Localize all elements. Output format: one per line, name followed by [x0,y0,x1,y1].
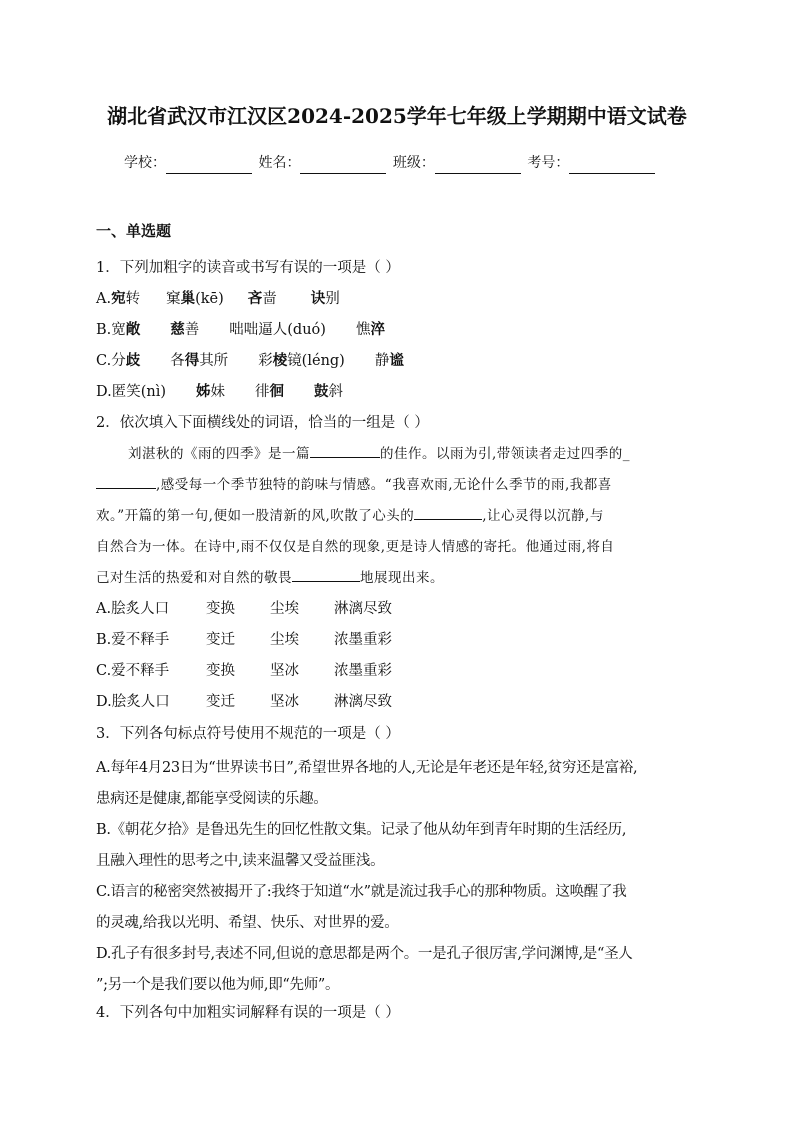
passage-text: 地展现出来。 [360,570,444,586]
option-word: 坚冰 [270,694,299,710]
char: 憔 [355,322,371,338]
page-title: 湖北省武汉市江汉区2024-2025学年七年级上学期期中语文试卷 [107,104,687,128]
char: 其所 [199,353,229,369]
option-word: 坚冰 [270,663,299,679]
exam-number-label: 考号： [527,155,570,171]
question-1-option-b [96,319,385,341]
class-label: 班级： [392,155,435,171]
exam-number-blank [569,155,655,174]
bold-char: 吝 [247,290,263,307]
char: 彩 [258,353,273,369]
question-3-option-a-line1: A.每年4月23日为“世界读书日”,希望世界各地的人,无论是年老还是年轻,贫穷还是富裕, [96,760,638,776]
question-1-option-c [96,350,404,372]
bold-char: 谧 [389,352,404,369]
passage-text: 欢。”开篇的第一句,便如一股清新的风,吹散了心头的 [96,508,415,524]
bold-char: 巢 [180,290,196,307]
bold-char: 歧 [125,352,141,369]
class-blank [435,155,521,174]
question-3-option-d-line2: ”;另一个是我们要以他为师,即“先师”。 [96,977,340,993]
passage-text: 自然合为一体。在诗中,雨不仅仅是自然的现象,更是诗人情感的寄托。他通过雨,将自 [96,539,615,555]
question-2-option-b [96,629,392,651]
bold-char: 慈 [170,321,185,338]
option-letter: C. [96,353,112,369]
option-word: 变迁 [206,632,235,648]
char: 窠 [166,291,181,307]
option-word: 尘埃 [270,601,299,617]
passage-text: ,让心灵得以沉静,与 [482,508,604,524]
bold-char: 姊 [196,383,211,400]
bold-char: 宛 [111,290,126,307]
option-letter: D. [96,384,112,400]
question-2-stem: 2．依次填入下面横线处的词语，恰当的一组是（ ） [96,415,429,431]
passage-text: 己对生活的热爱和对自然的敬畏 [96,570,292,586]
bold-char: 淬 [370,321,385,338]
passage-text: ,感受每一个季节独特的韵味与情感。“我喜欢雨,无论什么季节的雨,我都喜 [156,477,612,493]
char: 静 [374,353,390,369]
question-3-option-d-line1: D.孔子有很多封号,表述不同,但说的意思都是两个。一是孔子很厉害,学问渊博,是“圣人 [96,946,633,962]
char: 妹 [210,384,226,400]
bold-char: 敞 [125,321,141,338]
question-1-option-a [96,288,340,310]
question-3-option-b-line1: B.《朝花夕拾》是鲁迅先生的回忆性散文集。记录了他从幼年到青年时期的生活经历, [96,822,627,838]
option-word: B.爱不释手 [96,632,170,648]
option-letter: A. [96,291,112,307]
char: 斜 [328,384,344,400]
option-word: 淋漓尽致 [334,601,392,617]
fill-blank [414,503,482,520]
question-1-option-d [96,381,343,403]
pinyin: (kē) [195,291,224,307]
char: 善 [184,322,200,338]
option-word: A.脍炙人口 [96,601,170,617]
option-word: 变换 [206,601,235,617]
option-word: 变迁 [206,694,235,710]
char: 别 [325,291,340,307]
question-2-option-c [96,660,392,682]
school-label: 学校： [124,155,166,171]
question-3-option-c-line1: C.语言的秘密突然被揭开了:我终于知道“水”就是流过我手心的那种物质。这唤醒了我 [96,884,627,900]
char: 徘 [255,384,270,400]
word: 匿笑(nì) [111,384,167,400]
bold-char: 得 [184,352,200,369]
fill-blank [292,565,360,582]
name-label: 姓名： [258,155,301,171]
char: 分 [111,353,126,369]
option-word: 浓墨重彩 [334,632,392,648]
question-3-option-a-line2: 患病还是健康,都能享受阅读的乐趣。 [96,791,328,807]
char: 各 [170,353,185,369]
bold-char: 鼓 [314,383,329,400]
passage-text: 的佳作。以雨为引,带领读者走过四季的_ [380,446,631,462]
student-info-line [124,152,684,174]
question-3-option-b-line2: 且融入理性的思考之中,读来温馨又受益匪浅。 [96,853,385,869]
name-blank [300,155,386,174]
pinyin: 镜(léng) [287,353,345,369]
passage-text: 刘湛秋的《雨的四季》是一篇 [128,446,310,462]
option-word: D.脍炙人口 [96,694,170,710]
char: 转 [125,291,141,307]
question-2-option-d [96,691,392,713]
school-blank [166,155,252,174]
bold-char: 棱 [272,352,288,369]
question-2-passage [96,439,696,594]
word: 咄咄逼人(duó) [229,322,326,338]
char: 宽 [111,322,126,338]
char: 啬 [262,291,277,307]
fill-blank [96,472,156,489]
question-1-stem: 1．下列加粗字的读音或书写有误的一项是（ ） [96,260,400,276]
bold-char: 诀 [310,290,326,307]
bold-char: 徊 [269,383,285,400]
option-word: C.爱不释手 [96,663,170,679]
question-2-option-a [96,598,392,620]
option-word: 淋漓尽致 [334,694,392,710]
option-letter: B. [96,322,112,338]
question-3-stem: 3．下列各句标点符号使用不规范的一项是（ ） [96,726,400,742]
option-word: 尘埃 [270,632,299,648]
option-word: 浓墨重彩 [334,663,392,679]
option-word: 变换 [206,663,235,679]
section-heading: 一、单选题 [96,222,172,240]
question-3-options [96,753,696,1001]
fill-blank [310,441,380,458]
question-3-option-c-line2: 的灵魂,给我以光明、希望、快乐、对世界的爱。 [96,915,399,931]
question-4-stem: 4．下列各句中加粗实词解释有误的一项是（ ） [96,1005,400,1021]
